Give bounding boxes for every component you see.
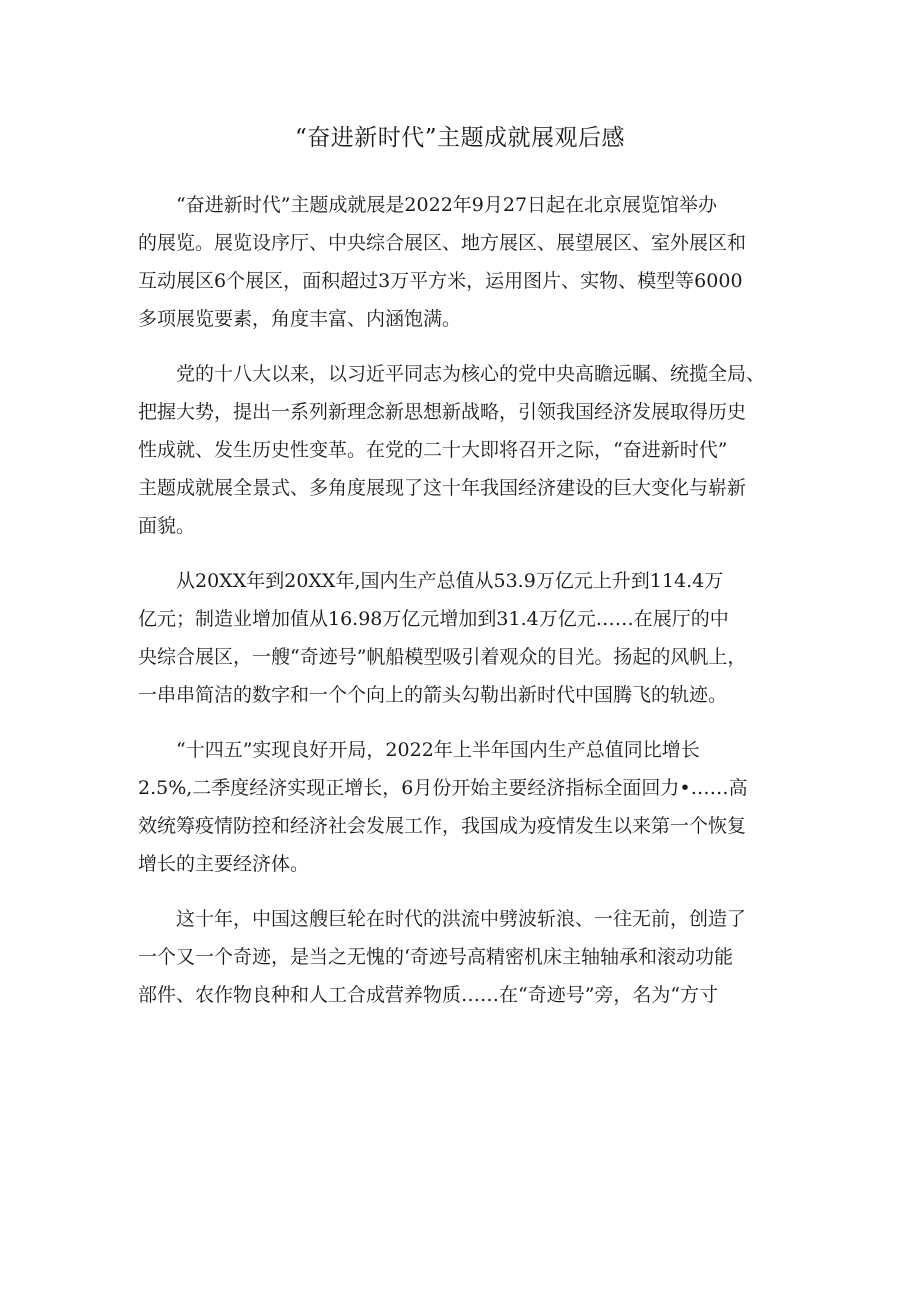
paragraph-spacer <box>138 714 786 731</box>
paragraph-line: 增长的主要经济体。 <box>138 853 310 875</box>
paragraph-1 <box>138 186 786 338</box>
paragraph-spacer <box>138 545 786 562</box>
paragraph-spacer <box>138 338 786 355</box>
paragraph-line: 央综合展区，一艘“奇迹号”帆船模型吸引着观众的目光。扬起的风帆上， <box>138 646 747 668</box>
document-title: “奋进新时代”主题成就展观后感 <box>294 125 626 151</box>
paragraph-line: 面貌。 <box>138 515 196 537</box>
paragraph-line: 亿元；制造业增加值从16.98万亿元增加到31.4万亿元……在展厅的中 <box>138 608 729 630</box>
paragraph-line: 把握大势，提出一系列新理念新思想新战略，引领我国经济发展取得历史 <box>138 401 747 423</box>
paragraph-spacer <box>138 883 786 900</box>
paragraph-line: 一个又一个奇迹，是当之无愧的‘奇迹号高精密机床主轴轴承和滚动功能 <box>138 946 734 968</box>
paragraph-line: 2.5%,二季度经济实现正增长，6月份开始主要经济指标全面回力•……高 <box>138 777 748 799</box>
paragraph-line: 效统筹疫情防控和经济社会发展工作，我国成为疫情发生以来第一个恢复 <box>138 815 747 837</box>
paragraph-line: “十四五”实现良好开局，2022年上半年国内生产总值同比增长 <box>176 739 700 761</box>
paragraph-line: 多项展览要素，角度丰富、内涵饱满。 <box>138 308 462 330</box>
paragraph-line: 主题成就展全景式、多角度展现了这十年我国经济建设的巨大变化与崭新 <box>138 477 747 499</box>
paragraph-line: 从20XX年到20XX年,国内生产总值从53.9万亿元上升到114.4万 <box>176 570 724 592</box>
paragraph-4 <box>138 731 786 883</box>
paragraph-line: 部件、农作物良种和人工合成营养物质……在“奇迹号”旁，名为“方寸 <box>138 984 719 1006</box>
paragraph-3 <box>138 562 786 714</box>
paragraph-2 <box>138 355 786 545</box>
document-body <box>138 186 786 1014</box>
paragraph-line: 这十年，中国这艘巨轮在时代的洪流中劈波斩浪、一往无前，创造了 <box>176 908 747 930</box>
paragraph-line: 党的十八大以来，以习近平同志为核心的党中央高瞻远瞩、统揽全局、 <box>176 363 766 385</box>
paragraph-5 <box>138 900 786 1014</box>
paragraph-line: 互动展区6个展区，面积超过3万平方米，运用图片、实物、模型等6000 <box>138 270 743 292</box>
paragraph-line: 一串串简洁的数字和一个个向上的箭头勾勒出新时代中国腾飞的轨迹。 <box>138 684 728 706</box>
paragraph-line: “奋进新时代”主题成就展是2022年9月27日起在北京展览馆举办 <box>176 194 718 216</box>
paragraph-line: 性成就、发生历史性变革。在党的二十大即将召开之际，“奋进新时代” <box>138 439 728 461</box>
paragraph-line: 的展览。展览设序厅、中央综合展区、地方展区、展望展区、室外展区和 <box>138 232 747 254</box>
